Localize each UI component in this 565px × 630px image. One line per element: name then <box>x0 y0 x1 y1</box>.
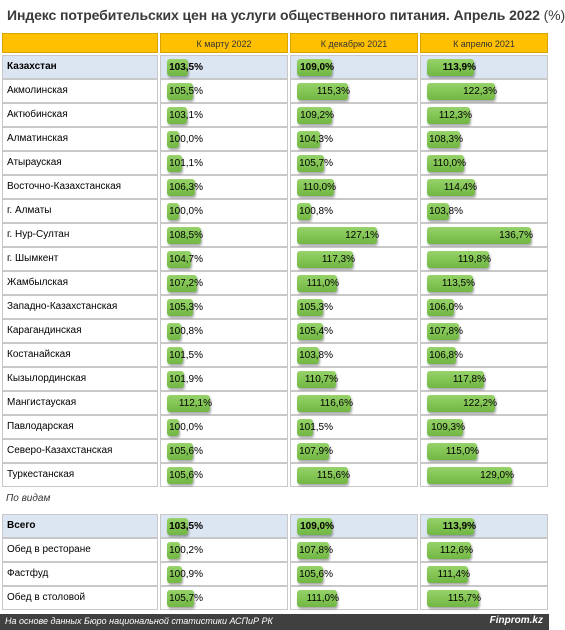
value-cell <box>290 514 418 538</box>
value-cell <box>420 103 548 127</box>
value-cell <box>420 439 548 463</box>
value-cell <box>160 175 288 199</box>
row-label: Мангистауская <box>2 391 158 415</box>
value-cell <box>160 247 288 271</box>
data-label: 111,0% <box>306 278 339 289</box>
value-cell <box>290 175 418 199</box>
row-label: Северо-Казахстанская <box>2 439 158 463</box>
table-row <box>0 55 549 79</box>
value-cell <box>160 271 288 295</box>
data-label: 122,2% <box>463 398 497 409</box>
table-row <box>0 295 549 319</box>
column-header: К декабрю 2021 <box>290 33 418 53</box>
data-label: 127,1% <box>345 230 379 241</box>
data-label: 112,1% <box>178 398 212 409</box>
value-cell <box>290 439 418 463</box>
data-label: 100,8% <box>169 326 203 337</box>
value-cell <box>290 319 418 343</box>
data-label: 116,6% <box>319 398 353 409</box>
row-label: Павлодарская <box>2 415 158 439</box>
data-label: 103,5% <box>169 62 203 73</box>
data-label: 136,7% <box>499 230 533 241</box>
data-label: 115,0% <box>445 446 479 457</box>
value-cell <box>290 247 418 271</box>
value-cell <box>420 391 548 415</box>
data-label: 117,3% <box>321 254 355 265</box>
value-cell <box>420 343 548 367</box>
table-row <box>0 151 549 175</box>
value-cell <box>420 55 548 79</box>
data-label: 112,3% <box>438 110 472 121</box>
value-cell <box>160 415 288 439</box>
data-label: 105,7% <box>169 593 203 604</box>
value-cell <box>420 586 548 610</box>
table-row <box>0 463 549 487</box>
data-label: 105,3% <box>169 302 203 313</box>
value-cell <box>160 538 288 562</box>
value-cell <box>160 562 288 586</box>
data-label: 117,8% <box>452 374 486 385</box>
data-label: 105,6% <box>169 446 203 457</box>
value-cell <box>290 103 418 127</box>
value-cell <box>290 562 418 586</box>
value-cell <box>160 151 288 175</box>
row-label: Обед в столовой <box>2 586 158 610</box>
row-label: г. Нур-Султан <box>2 223 158 247</box>
data-label: 101,9% <box>169 374 203 385</box>
row-label: Фастфуд <box>2 562 158 586</box>
table-row <box>0 319 549 343</box>
value-cell <box>420 415 548 439</box>
row-label: Кызылординская <box>2 367 158 391</box>
data-label: 103,8% <box>299 350 333 361</box>
value-cell <box>160 343 288 367</box>
row-label: Восточно-Казахстанская <box>2 175 158 199</box>
data-label: 100,0% <box>169 206 203 217</box>
data-label: 129,0% <box>480 470 514 481</box>
data-label: 109,0% <box>300 521 334 532</box>
data-label: 105,6% <box>299 569 333 580</box>
footer <box>0 614 549 630</box>
data-label: 119,8% <box>457 254 491 265</box>
header-blank-cell <box>2 33 158 53</box>
data-label: 101,1% <box>169 158 203 169</box>
value-cell <box>290 415 418 439</box>
data-label: 111,4% <box>437 569 470 580</box>
value-cell <box>420 175 548 199</box>
data-label: 111,0% <box>306 593 339 604</box>
value-cell <box>420 367 548 391</box>
table-row <box>0 247 549 271</box>
data-label: 107,8% <box>429 326 463 337</box>
data-label: 105,4% <box>299 326 333 337</box>
data-label: 115,6% <box>316 470 350 481</box>
chart-title-unit: (%) <box>543 7 565 23</box>
value-cell <box>160 439 288 463</box>
chart-title-text: Индекс потребительских цен на услуги общественного питания. Апрель 2022 <box>7 7 540 23</box>
data-label: 107,8% <box>299 545 333 556</box>
value-cell <box>420 79 548 103</box>
data-label: 108,5% <box>169 230 203 241</box>
row-label: Обед в ресторане <box>2 538 158 562</box>
value-cell <box>160 199 288 223</box>
brand-logo: Finprom.kz <box>489 615 543 626</box>
data-label: 109,0% <box>300 62 334 73</box>
value-cell <box>420 151 548 175</box>
data-label: 103,5% <box>169 521 203 532</box>
data-label: 114,4% <box>443 182 477 193</box>
table-row <box>0 415 549 439</box>
value-cell <box>420 223 548 247</box>
value-cell <box>290 463 418 487</box>
value-cell <box>290 55 418 79</box>
data-label: 110,0% <box>302 182 336 193</box>
value-cell <box>290 295 418 319</box>
value-cell <box>290 538 418 562</box>
value-cell <box>160 103 288 127</box>
value-cell <box>160 367 288 391</box>
data-label: 109,3% <box>431 422 465 433</box>
row-label: Карагандинская <box>2 319 158 343</box>
data-label: 104,7% <box>169 254 203 265</box>
data-label: 105,3% <box>299 302 333 313</box>
table-row <box>0 586 549 610</box>
table-row <box>0 538 549 562</box>
data-label: 105,6% <box>169 470 203 481</box>
data-label: 122,3% <box>463 86 497 97</box>
value-cell <box>290 343 418 367</box>
data-label: 105,5% <box>169 86 203 97</box>
data-label: 107,2% <box>169 278 203 289</box>
column-header: К марту 2022 <box>160 33 288 53</box>
value-cell <box>160 55 288 79</box>
table-row <box>0 127 549 151</box>
row-label: Всего <box>2 514 158 538</box>
table-row <box>0 343 549 367</box>
data-label: 100,9% <box>169 569 203 580</box>
value-cell <box>290 271 418 295</box>
source-note: На основе данных Бюро национальной статистики АСПиР РК <box>5 616 273 626</box>
row-label: г. Шымкент <box>2 247 158 271</box>
value-cell <box>160 223 288 247</box>
row-label: Западно-Казахстанская <box>2 295 158 319</box>
row-label: Туркестанская <box>2 463 158 487</box>
data-label: 115,7% <box>447 593 481 604</box>
data-label: 101,5% <box>299 422 333 433</box>
table-row <box>0 391 549 415</box>
table-row <box>0 103 549 127</box>
data-label: 113,9% <box>442 521 476 532</box>
row-label: Костанайская <box>2 343 158 367</box>
value-cell <box>420 562 548 586</box>
data-label: 110,7% <box>304 374 338 385</box>
value-cell <box>290 586 418 610</box>
table-row <box>0 79 549 103</box>
row-label: Алматинская <box>2 127 158 151</box>
data-label: 100,2% <box>169 545 203 556</box>
value-cell <box>420 271 548 295</box>
data-label: 106,3% <box>169 182 203 193</box>
value-cell <box>290 127 418 151</box>
row-label: Атырауская <box>2 151 158 175</box>
data-label: 115,3% <box>316 86 350 97</box>
data-label: 107,9% <box>299 446 333 457</box>
row-label: Актюбинская <box>2 103 158 127</box>
row-label: г. Алматы <box>2 199 158 223</box>
table-row <box>0 199 549 223</box>
value-cell <box>160 319 288 343</box>
data-label: 100,8% <box>299 206 333 217</box>
table-row <box>0 439 549 463</box>
table-row <box>0 223 549 247</box>
column-header: К апрелю 2021 <box>420 33 548 53</box>
value-cell <box>160 127 288 151</box>
data-label: 113,9% <box>442 62 476 73</box>
value-cell <box>160 463 288 487</box>
value-cell <box>290 367 418 391</box>
data-label: 106,0% <box>429 302 463 313</box>
data-label: 103,8% <box>429 206 463 217</box>
value-cell <box>420 127 548 151</box>
data-label: 106,8% <box>429 350 463 361</box>
value-cell <box>290 79 418 103</box>
value-cell <box>160 79 288 103</box>
data-label: 105,7% <box>299 158 333 169</box>
value-cell <box>420 247 548 271</box>
value-cell <box>420 514 548 538</box>
value-cell <box>420 319 548 343</box>
data-label: 100,0% <box>169 134 203 145</box>
data-label: 109,2% <box>300 110 334 121</box>
data-label: 110,0% <box>432 158 466 169</box>
value-cell <box>290 223 418 247</box>
value-cell <box>160 295 288 319</box>
data-label: 113,5% <box>441 278 475 289</box>
value-cell <box>420 463 548 487</box>
row-label: Жамбылская <box>2 271 158 295</box>
data-label: 104,3% <box>299 134 333 145</box>
row-label: Акмолинская <box>2 79 158 103</box>
value-cell <box>290 199 418 223</box>
value-cell <box>420 295 548 319</box>
value-cell <box>290 391 418 415</box>
data-label: 101,5% <box>169 350 203 361</box>
table-row <box>0 271 549 295</box>
table-row <box>0 175 549 199</box>
value-cell <box>160 586 288 610</box>
table-row <box>0 514 549 538</box>
table-row <box>0 367 549 391</box>
value-cell <box>160 391 288 415</box>
row-label: Казахстан <box>2 55 158 79</box>
data-label: 100,0% <box>169 422 203 433</box>
value-cell <box>160 514 288 538</box>
value-cell <box>420 538 548 562</box>
chart-title <box>7 7 565 23</box>
value-cell <box>290 151 418 175</box>
data-label: 108,3% <box>429 134 463 145</box>
data-label: 112,6% <box>439 545 473 556</box>
data-label: 103,1% <box>169 110 203 121</box>
value-cell <box>420 199 548 223</box>
section-label: По видам <box>6 493 51 504</box>
table-row <box>0 562 549 586</box>
